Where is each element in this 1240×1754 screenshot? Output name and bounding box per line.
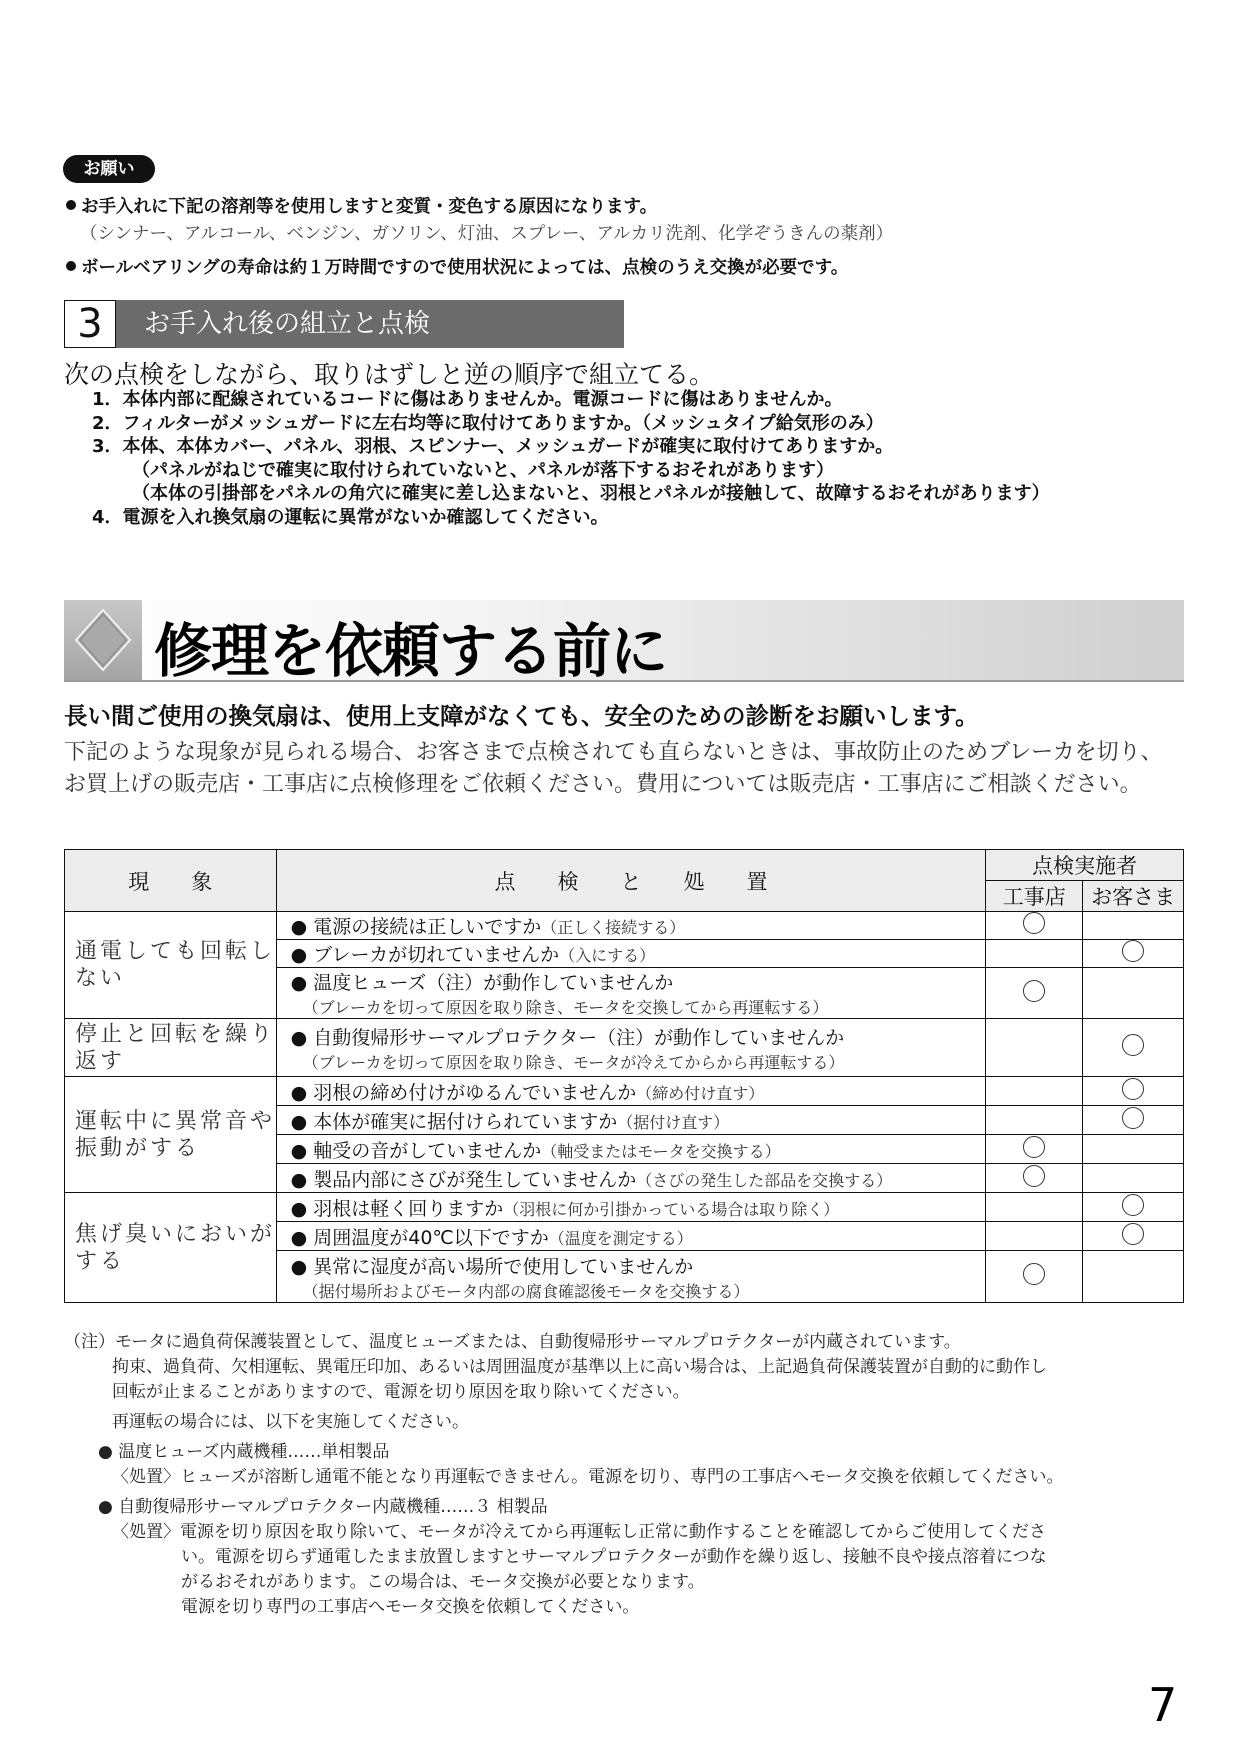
step-3: 3．本体、本体カバー、パネル、羽根、スピンナー、メッシュガードが確実に取付けてありますか。 — [92, 436, 894, 457]
check-cell: ● 自動復帰形サーマルプロテクター（注）が動作していませんか （ブレーカを切って原因を取り除き、モータが冷えてからから再運転する） — [276, 1019, 986, 1077]
repair-paragraph: 下記のような現象が見られる場合、お客さまで点検されても直らないときは、事故防止のためブレーカを切り、お買上げの販売店・工事店に点検修理をご依頼ください。費用については販売店・工事店にご相談ください。 — [64, 740, 1163, 797]
phenomenon-cell: 停止と回転を繰り返す — [65, 1019, 277, 1077]
step-2: 2．フィルターがメッシュガードに左右均等に取付けてありますか。（メッシュタイプ給気形のみ） — [92, 412, 884, 434]
section-title: お手入れ後の組立と点検 — [144, 309, 431, 339]
header-performer: 点検実施者 — [986, 850, 1184, 881]
note-line-3: 回転が止まることがありますので、電源を切り原因を取り除いてください。 — [112, 1382, 690, 1402]
contractor-mark — [986, 1164, 1083, 1193]
troubleshooting-table — [64, 849, 1184, 1303]
check-cell: ● 羽根は軽く回りますか（羽根に何か引掛かっている場合は取り除く） — [276, 1193, 986, 1222]
thermal-action-4: 電源を切り専門の工事店へモータ交換を依頼してください。 — [181, 1597, 640, 1617]
request-item-solvents: お手入れに下記の溶剤等を使用しますと変質・変色する原因になります。 — [66, 193, 657, 218]
contractor-mark — [986, 940, 1083, 968]
circle-mark-icon — [1122, 940, 1144, 962]
customer-mark — [1083, 1019, 1184, 1077]
customer-mark — [1083, 1106, 1184, 1135]
section-3-lead: 次の点検をしながら、取りはずしと逆の順序で組立てる。 — [64, 360, 715, 389]
phenomenon-cell: 焦げ臭いにおいがする — [65, 1193, 277, 1303]
repair-title: 修理を依頼する前に — [154, 617, 668, 685]
check-cell: ● 本体が確実に据付けられていますか（据付け直す） — [276, 1106, 986, 1135]
diamond-icon — [64, 600, 142, 680]
check-cell: ● 羽根の締め付けがゆるんでいませんか（締め付け直す） — [276, 1077, 986, 1106]
circle-mark-icon — [1122, 1078, 1144, 1100]
customer-mark — [1083, 912, 1184, 940]
step-3-note-a: （パネルがねじで確実に取付けられていないと、パネルが落下するおそれがあります） — [132, 459, 834, 481]
step-4: 4．電源を入れ換気扇の運転に異常がないか確認してください。 — [92, 506, 609, 528]
contractor-mark — [986, 1077, 1083, 1106]
contractor-mark — [986, 1135, 1083, 1164]
table-row — [65, 912, 1184, 940]
circle-mark-icon — [1023, 1165, 1045, 1187]
thermal-model-title: ● 自動復帰形サーマルプロテクター内蔵機種……３ 相製品 — [98, 1497, 548, 1517]
note-line-1: （注）モータに過負荷保護装置として、温度ヒューズまたは、自動復帰形サーマルプロテクターが内蔵されています。 — [64, 1332, 961, 1352]
page-number: 7 — [1148, 1678, 1178, 1732]
customer-mark — [1083, 940, 1184, 968]
table-row — [65, 1077, 1184, 1106]
step-1: 1．本体内部に配線されているコードに傷はありませんか。電源コードに傷はありませんか。 — [92, 389, 843, 410]
request-item-solvents-list: （シンナー、アルコール、ベンジン、ガソリン、灯油、スプレー、アルカリ洗剤、化学ぞうきんの薬剤） — [80, 224, 894, 244]
note-line-2: 拘束、過負荷、欠相運転、異電圧印加、あるいは周囲温度が基準以上に高い場合は、上記過負荷保護装置が自動的に動作し — [112, 1357, 1047, 1377]
check-cell: ● 製品内部にさびが発生していませんか（さびの発生した部品を交換する） — [276, 1164, 986, 1193]
circle-mark-icon — [1122, 1034, 1144, 1056]
repair-headline: 長い間ご使用の換気扇は、使用上支障がなくても、安全のための診断をお願いします。 — [64, 702, 979, 730]
header-customer: お客さま — [1083, 881, 1184, 912]
fuse-action: 〈処置〉ヒューズが溶断し通電不能となり再運転できません。電源を切り、専門の工事店へモータ交換を依頼してください。 — [112, 1467, 1064, 1487]
section-number: 3 — [64, 300, 116, 348]
phenomenon-cell: 通電しても回転しない — [65, 912, 277, 1019]
contractor-mark — [986, 1251, 1083, 1303]
check-cell: ● 周囲温度が40℃以下ですか（温度を測定する） — [276, 1222, 986, 1251]
bullet-icon — [66, 261, 76, 271]
fuse-model-title: ● 温度ヒューズ内蔵機種……単相製品 — [98, 1442, 390, 1462]
circle-mark-icon — [1023, 912, 1045, 934]
thermal-action-3: がるおそれがあります。この場合は、モータ交換が必要となります。 — [181, 1572, 705, 1592]
check-cell: ● 温度ヒューズ（注）が動作していませんか （ブレーカを切って原因を取り除き、モータを交換してから再運転する） — [276, 968, 986, 1019]
table-row — [65, 1019, 1184, 1077]
phenomenon-cell: 運転中に異常音や振動がする — [65, 1077, 277, 1193]
customer-mark — [1083, 1135, 1184, 1164]
section-3-header — [64, 300, 624, 348]
header-check: 点 検 と 処 置 — [276, 850, 986, 912]
customer-mark — [1083, 1164, 1184, 1193]
bullet-icon — [66, 200, 76, 210]
contractor-mark — [986, 912, 1083, 940]
customer-mark — [1083, 1077, 1184, 1106]
circle-mark-icon — [1122, 1223, 1144, 1245]
circle-mark-icon — [1023, 980, 1045, 1002]
circle-mark-icon — [1023, 1136, 1045, 1158]
circle-mark-icon — [1023, 1263, 1045, 1285]
request-item-bearing: ボールベアリングの寿命は約１万時間ですので使用状況によっては、点検のうえ交換が必要です。 — [66, 254, 848, 279]
contractor-mark — [986, 968, 1083, 1019]
circle-mark-icon — [1122, 1194, 1144, 1216]
check-cell: ● 異常に湿度が高い場所で使用していませんか （据付場所およびモータ内部の腐食確認後モータを交換する） — [276, 1251, 986, 1303]
thermal-action-1: 〈処置〉電源を切り原因を取り除いて、モータが冷えてから再運転し正常に動作することを確認してからご使用してくださ — [112, 1522, 1046, 1542]
contractor-mark — [986, 1019, 1083, 1077]
table-row — [65, 1193, 1184, 1222]
customer-mark — [1083, 968, 1184, 1019]
customer-mark — [1083, 1193, 1184, 1222]
check-cell: ● 電源の接続は正しいですか（正しく接続する） — [276, 912, 986, 940]
footnotes — [64, 1330, 1064, 1620]
header-contractor: 工事店 — [986, 881, 1083, 912]
circle-mark-icon — [1122, 1107, 1144, 1129]
note-line-4: 再運転の場合には、以下を実施してください。 — [112, 1412, 469, 1432]
step-3-note-b: （本体の引掛部をパネルの角穴に確実に差し込まないと、羽根とパネルが接触して、故障するおそれがあります） — [132, 483, 1050, 504]
contractor-mark — [986, 1222, 1083, 1251]
customer-mark — [1083, 1251, 1184, 1303]
header-phenomenon: 現 象 — [65, 850, 277, 912]
request-badge: お願い — [63, 155, 155, 183]
repair-banner — [64, 600, 1184, 685]
thermal-action-2: い。電源を切らず通電したまま放置しますとサーマルプロテクターが動作を繰り返し、接触不良や接点溶着につな — [181, 1547, 1047, 1567]
inspection-steps — [92, 388, 1050, 529]
customer-mark — [1083, 1222, 1184, 1251]
check-cell: ● ブレーカが切れていませんか（入にする） — [276, 940, 986, 968]
check-cell: ● 軸受の音がしていませんか（軸受またはモータを交換する） — [276, 1135, 986, 1164]
contractor-mark — [986, 1193, 1083, 1222]
contractor-mark — [986, 1106, 1083, 1135]
